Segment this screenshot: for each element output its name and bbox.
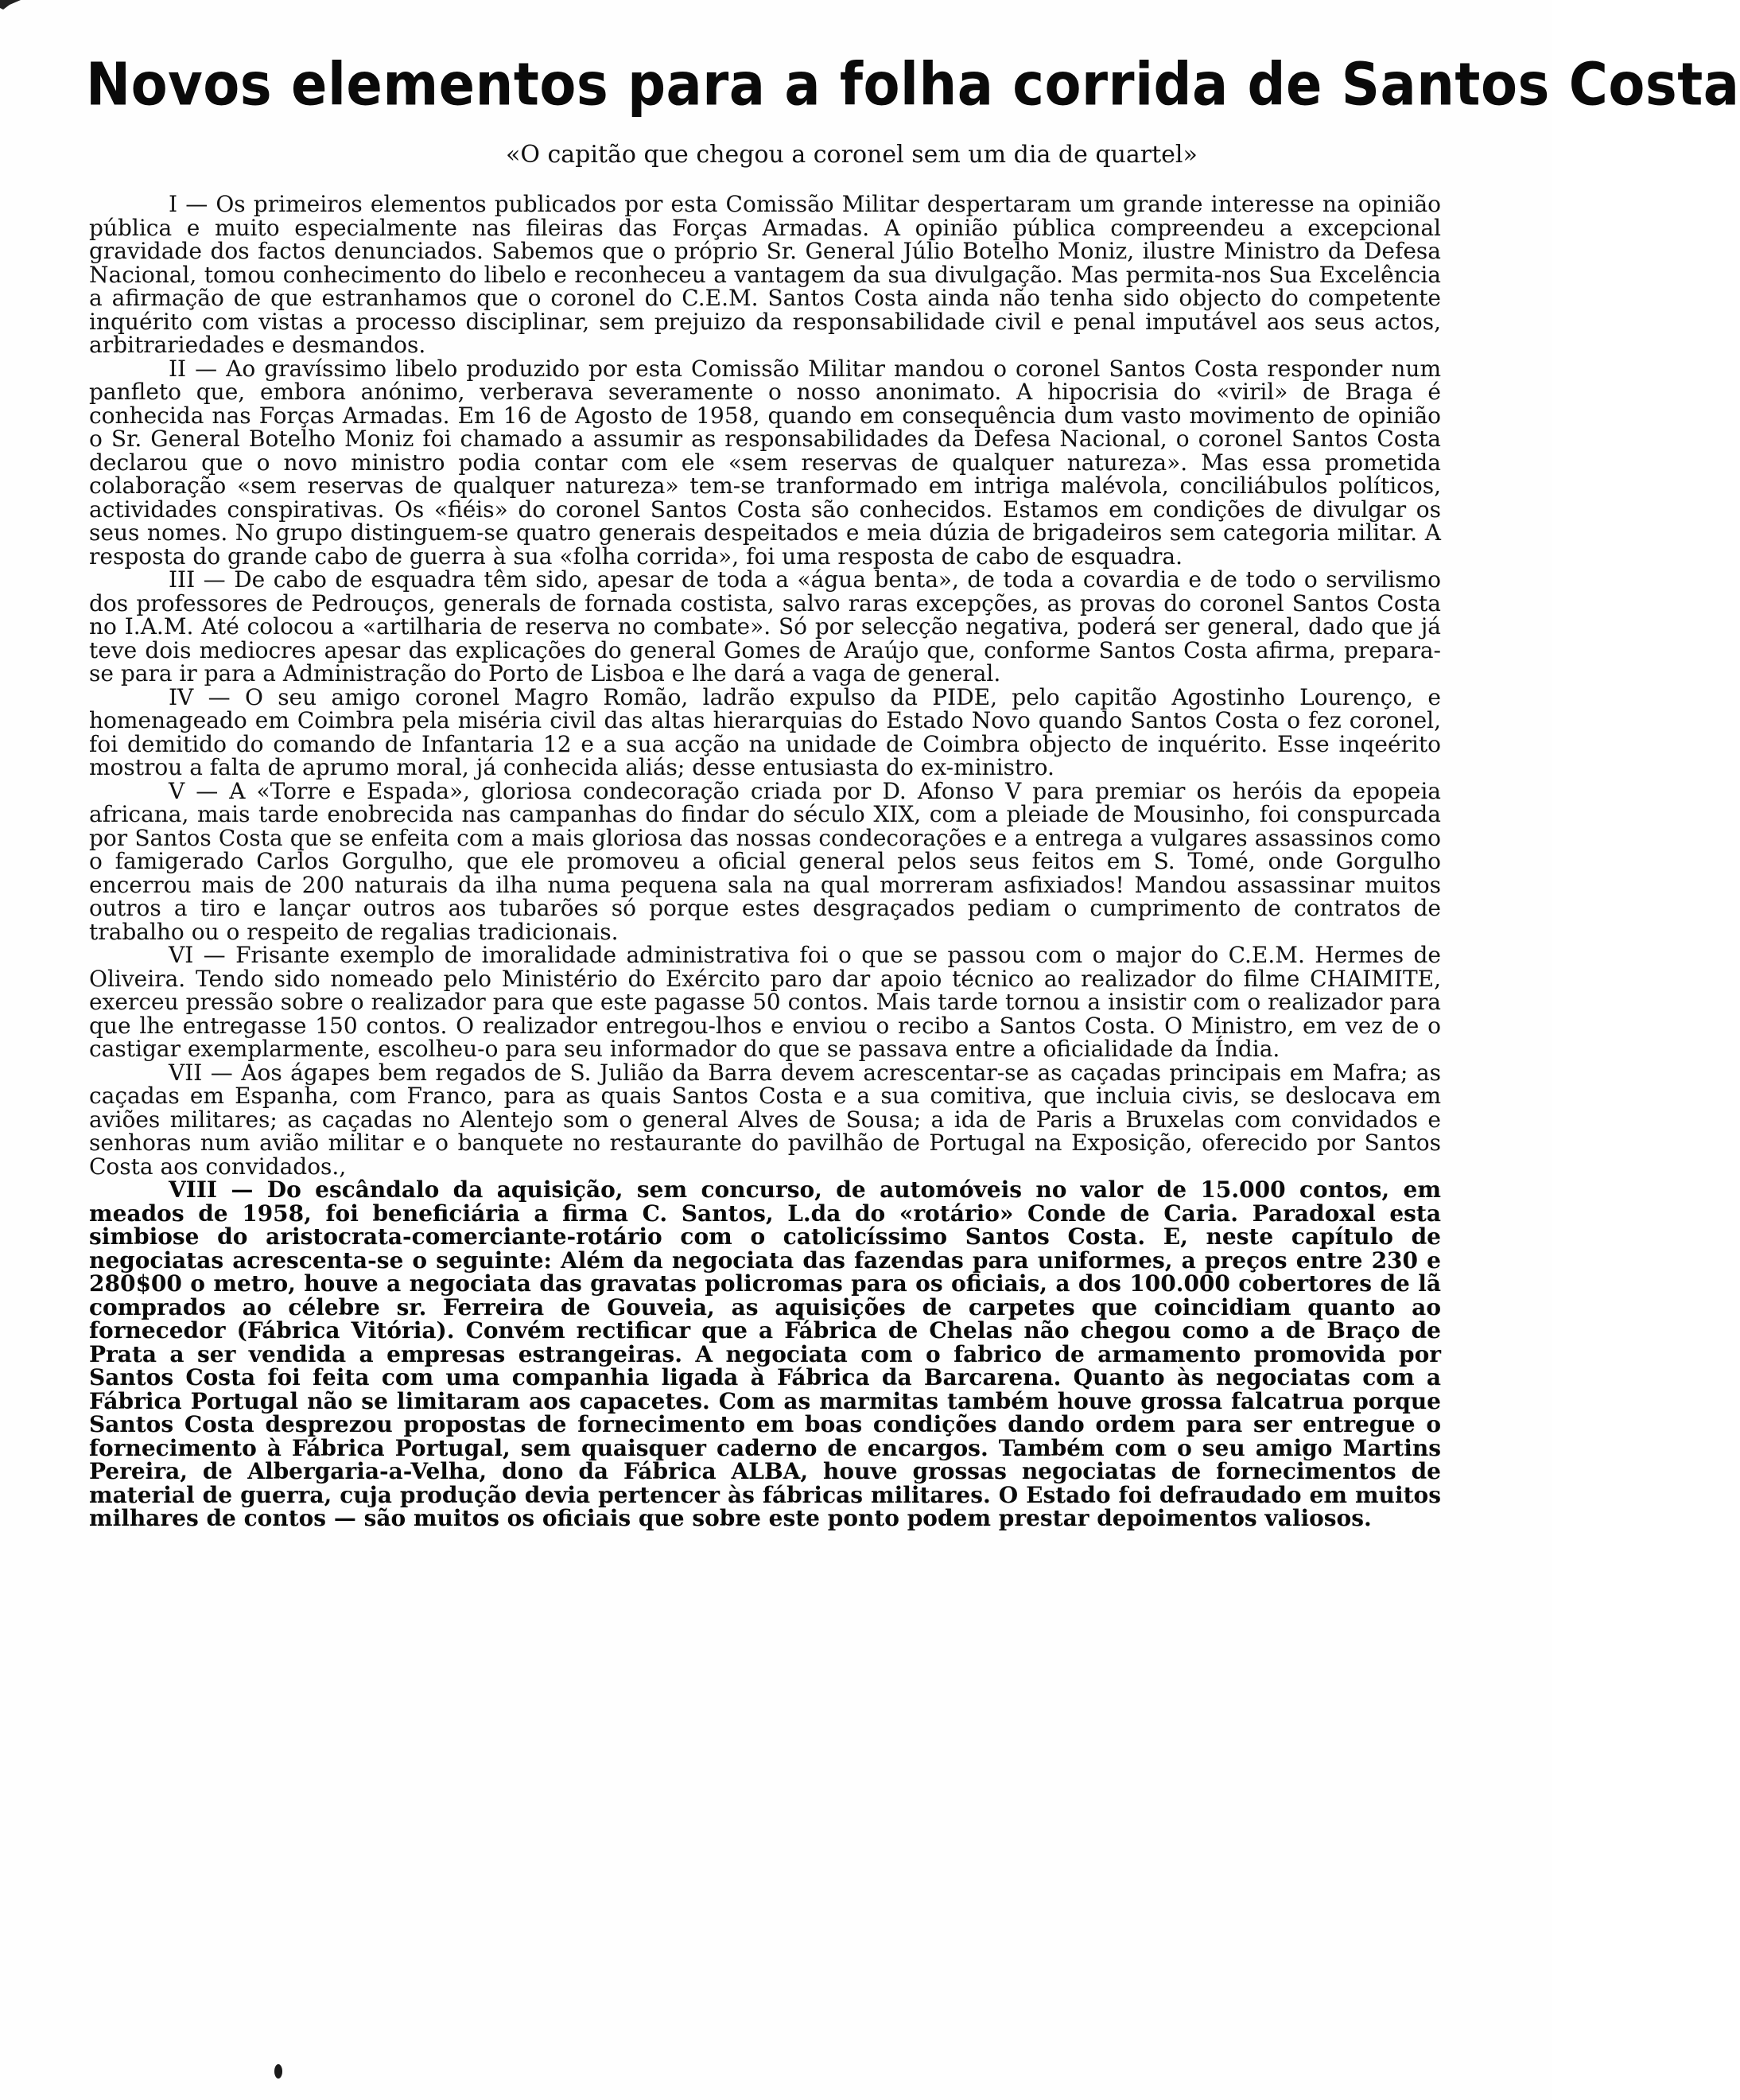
paragraph-7: VII — Aos ágapes bem regados de S. Julião da Barra devem acrescentar-se as caçadas principais em Mafra; as caçadas em Espanha, com Franco, para as quais Santos Costa e a sua comitiva, que incluia civis, se deslocava em aviões militares; as caçadas no Alentejo som o general Alves de Sousa; a ida de Paris a Bruxelas com convidados e senhoras num avião militar e o banquete no restaurante do pavilhão de Portugal na Exposição, oferecido por Santos Costa aos convidados., xyxy=(89,1059,1441,1180)
paragraph-8: VIII — Do escândalo da aquisição, sem concurso, de automóveis no valor de 15.000 contos, em meados de 1958, foi beneficiária a firma C. Santos, L.da do «rotário» Conde de Caria. Paradoxal esta simbiose do aristocrata-comerciante-rotário com o catolicíssimo Santos Costa. E, neste capítulo de negociatas acrescenta-se o seguinte: Além da negociata das fazendas para uniformes, a preços entre 230 e 280$00 o metro, houve a negociata das gravatas policromas para os oficiais, a dos 100.000 cobertores de lã comprados ao célebre sr. Ferreira de Gouveia, as aquisições de carpetes que coincidiam quanto ao fornecedor (Fábrica Vitória). Convém rectificar que a Fábrica de Chelas não chegou como a de Braço de Prata a ser vendida a empresas estrangeiras. A negociata com o fabrico de armamento promovida por Santos Costa foi feita com uma companhia ligada à Fábrica da Barcarena. Quanto às negociatas com a Fábrica Portugal não se limitaram aos capacetes. Com as marmitas também houve grossa falcatrua porque Santos Costa desprezou propostas de fornecimento em boas condições dando ordem para ser entregue o fornecimento à Fábrica Portugal, sem quaisquer caderno de encargos. Também com o seu amigo Martins Pereira, de Albergaria-a-Velha, dono da Fábrica ALBA, houve grossas negociatas de fornecimentos de material de guerra, cuja produção devia pertencer às fábricas militares. O Estado foi defraudado em muitos milhares de contos — são muitos os oficiais que sobre este ponto podem prestar depoimentos valiosos. xyxy=(89,1176,1441,1531)
corner-ink-mark xyxy=(0,0,24,11)
paragraph-5: V — A «Torre e Espada», gloriosa condecoração criada por D. Afonso V para premiar os heróis da epopeia africana, mais tarde enobrecida nas campanhas do findar do século XIX, com a pleiade de Mousinho, foi conspurcada por Santos Costa que se enfeita com a mais gloriosa das nossas condecorações e a entrega a vulgares assassinos como o famigerado Carlos Gorgulho, que ele promoveu a oficial general pelos seus feitos em S. Tomé, onde Gorgulho encerrou mais de 200 naturais da ilha numa pequena sala na qual morreram asfixiados! Mandou assassinar muitos outros a tiro e lançar outros aos tubarões só porque estes desgraçados pediam o cumprimento de contratos de trabalho ou o respeito de regalias tradicionais. xyxy=(89,777,1441,945)
ink-blot-mark xyxy=(274,2062,283,2079)
paragraph-6: VI — Frisante exemplo de imoralidade administrativa foi o que se passou com o major do C.E.M. Hermes de Oliveira. Tendo sido nomeado pelo Ministério do Exército paro dar apoio técnico ao realizador do filme CHAIMITE, exerceu pressão sobre o realizador para que este pagasse 50 contos. Mais tarde tornou a insistir com o realizador para que lhe entregasse 150 contos. O realizador entregou-lhos e enviou o recibo a Santos Costa. O Ministro, em vez de o castigar exemplarmente, escolheu-o para seu informador do que se passava entre a oficialidade da Índia. xyxy=(89,942,1441,1062)
paragraph-3: III — De cabo de esquadra têm sido, apesar de toda a «água benta», de toda a covardia e de todo o servilismo dos professores de Pedrouços, generals de fornada costista, salvo raras excepções, as provas do coronel Santos Costa no I.A.M. Até colocou a «artilharia de reserva no combate». Só por selecção negativa, poderá ser general, dado que já teve dois mediocres apesar das explicações do general Gomes de Araújo que, conforme Santos Costa afirma, prepara-se para ir para a Administração do Porto de Lisboa e lhe dará a vaga de general. xyxy=(89,566,1441,686)
paragraph-4: IV — O seu amigo coronel Magro Romão, ladrão expulso da PIDE, pelo capitão Agostinho Lourenço, e homenageado em Coimbra pela miséria civil das altas hierarquias do Estado Novo quando Santos Costa o fez coronel, foi demitido do comando de Infantaria 12 e a sua acção na unidade de Coimbra objecto de inquérito. Esse inqeérito mostrou a falta de aprumo moral, já conhecida aliás; desse entusiasta do ex-ministro. xyxy=(89,683,1441,780)
paragraph-1: I — Os primeiros elementos publicados por esta Comissão Militar despertaram um grande interesse na opinião pública e muito especialmente nas fileiras das Forças Armadas. A opinião pública compreendeu a excepcional gravidade dos factos denunciados. Sabemos que o próprio Sr. General Júlio Botelho Moniz, ilustre Ministro da Defesa Nacional, tomou conhecimento do libelo e reconheceu a vantagem da sua divulgação. Mas permita-nos Sua Excelência a afirmação de que estranhamos que o coronel do C.E.M. Santos Costa ainda não tenha sido objecto do competente inquérito com vistas a processo disciplinar, sem prejuizo da responsabilidade civil e penal imputável aos seus actos, arbitrariedades e desmandos. xyxy=(89,191,1441,358)
document-subtitle: «O capitão que chegou a coronel sem um dia de quartel» xyxy=(506,141,1198,169)
document-body xyxy=(89,192,1441,1530)
document-title: Novos elementos para a folha corrida de Santos Costa xyxy=(86,50,1740,119)
paragraph-2: II — Ao gravíssimo libelo produzido por esta Comissão Militar mandou o coronel Santos Costa responder num panfleto que, embora anónimo, verberava severamente o nosso anonimato. A hipocrisia do «viril» de Braga é conhecida nas Forças Armadas. Em 16 de Agosto de 1958, quando em consequência dum vasto movimento de opinião o Sr. General Botelho Moniz foi chamado a assumir as responsabilidades da Defesa Nacional, o coronel Santos Costa declarou que o novo ministro podia contar com ele «sem reservas de qualquer natureza». Mas essa prometida colaboração «sem reservas de qualquer natureza» tem-se tranformado em intriga malévola, conciliábulos políticos, actividades conspirativas. Os «fiéis» do coronel Santos Costa são conhecidos. Estamos em condições de divulgar os seus nomes. No grupo distinguem-se quatro generais despeitados e meia dúzia de brigadeiros sem categoria militar. A resposta do grande cabo de guerra à sua «folha corrida», foi uma resposta de cabo de esquadra. xyxy=(89,355,1441,570)
